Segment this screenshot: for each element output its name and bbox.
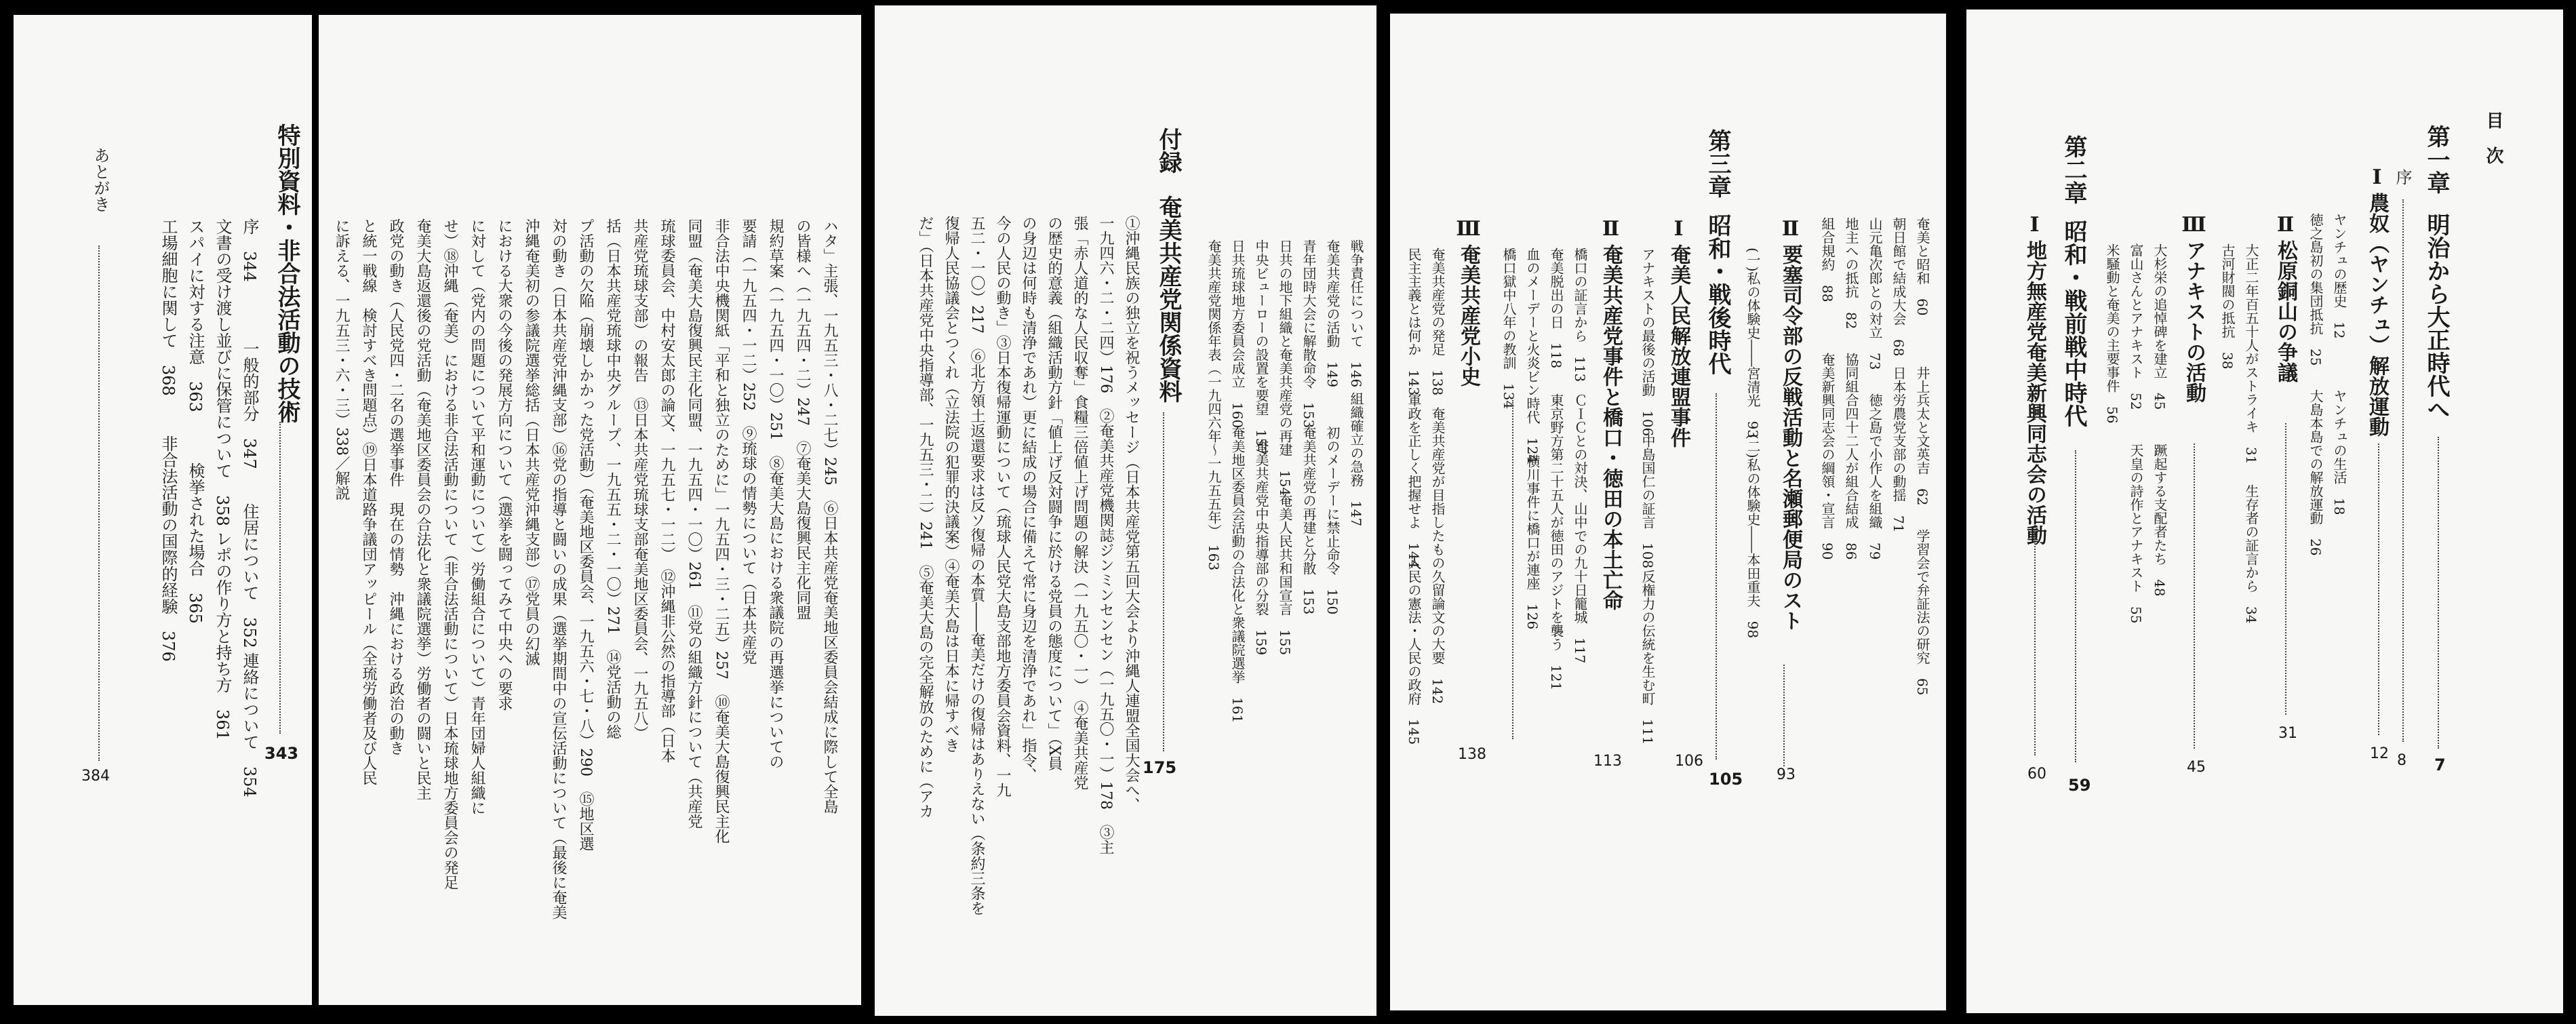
- appendix-text-col: の皆様へ（一九五四・二）247 ⑦奄美大島復興民主化同盟: [794, 218, 811, 620]
- appendix-text-col: 沖縄奄美初の参議院選挙総括（日本共産党沖縄支部）⑰党員の幻滅: [523, 218, 540, 666]
- appendix-text-col: ハタ」主張、一九五三・八・二七）245 ⑥日本共産党奄美地区委員会結成に際して全島: [821, 218, 838, 814]
- ch3-section-2-item: 奄美脱出の日 118: [1548, 248, 1564, 369]
- section-2-item: 生存者の証言から 34: [2243, 484, 2259, 624]
- appendix-text-col: 規約草案（一九五四・一〇）251 ⑧奄美大島における衆議院の再選挙についての: [767, 218, 784, 769]
- special-item: 連絡について 354: [240, 652, 259, 797]
- appendix-label: 付録: [1155, 127, 1182, 174]
- item: 組合規約 88: [1819, 217, 1836, 302]
- ch3-section-3-item: 奄美共産党の活動 149: [1324, 239, 1341, 388]
- ch3-section-3-title: 奄美共産党小史: [1457, 244, 1480, 387]
- special-item: 一般的部分 347: [240, 340, 259, 469]
- ch3-section-3-item: 奄美地区委員会活動の合法化と衆議院選挙 161: [1229, 426, 1246, 724]
- ch2-section-1-page: 60: [2027, 766, 2046, 783]
- item: 奄美新興同志会の綱領・宣言 90: [1819, 353, 1836, 560]
- appendix-text-col: 同盟（奄美大島復興民主化同盟、一九五四・一〇）261 ⑪党の組織方針について（共産党: [686, 218, 702, 829]
- section-2-num: Ⅱ: [2274, 213, 2297, 237]
- ch3-section-3-item: 奄美共産党が目指したもの久留論文の大要 142: [1429, 407, 1446, 705]
- section-2-item: (二)私の体験史――本田重夫 98: [1745, 434, 1761, 639]
- section-3-item: 米騒動と奄美の主要事件 56: [2104, 243, 2120, 424]
- chapter-2-label: 第二章: [2060, 135, 2087, 204]
- special-item: 住居について 352: [240, 503, 259, 648]
- section-2-item: 大正二年百五十人がストライキ 31: [2243, 243, 2259, 465]
- ch3-section-3-item: 組織確立の急務 147: [1348, 392, 1364, 527]
- afterword-label: あとがき: [91, 147, 110, 212]
- leader-dots: [1163, 412, 1164, 751]
- appendix-text-col: だ」（日本共産党中央指導部、一九五三・二）241 ⑤奄美大島の完全解放のために（アカ: [917, 216, 934, 819]
- special-item: 検挙された場合 365: [186, 462, 205, 624]
- ch3-section-3-item: 日共琉球地方委員会成立 160: [1229, 239, 1246, 429]
- special-item: 文書の受け渡し並びに保管について 358: [213, 218, 232, 526]
- ch3-section-2-page: 113: [1593, 753, 1622, 770]
- section-3-item: 大杉栄の追悼碑を建立 45: [2152, 243, 2168, 410]
- appendix-text-col: 奄美大島返還後の党活動（奄美地区委員会の合法化と衆議院選挙）労働者の闘いと民主: [414, 218, 431, 800]
- section-2-item: 古河財閥の抵抗 38: [2219, 243, 2236, 370]
- afterword-page: 384: [81, 768, 110, 785]
- item: 日本労農党支部の動揺 71: [1890, 366, 1907, 533]
- ch3-section-1-item: アナキストの最後の活動 106: [1640, 248, 1656, 437]
- toc-page-4: [319, 15, 861, 1005]
- appendix-text-col: 今の人民の動き」③日本復帰運動について（琉球人民党大島支部地方委員会資料、一九: [994, 216, 1011, 797]
- item: 徳之島で小作人を組織 79: [1867, 393, 1883, 560]
- section-2-title: 要塞司令部の反戦活動と名瀬郵便局のスト: [1779, 244, 1802, 631]
- section-1-page: 12: [2370, 745, 2389, 762]
- section-2-page: 31: [2278, 725, 2297, 742]
- appendix-text-col: 琉球委員会、中村安太郎の論文、一九五七・一二） ⑫沖縄非公然の指導部（日本: [658, 218, 675, 763]
- appendix-text-col: に対して（党内の問題について平和運動について）労働組合について）青年団婦人組織に: [469, 218, 486, 815]
- ch3-section-2-item: 横川事件に橋口が連座 126: [1524, 454, 1541, 630]
- item: 学習会で弁証法の研究 65: [1914, 529, 1930, 696]
- chapter-2-page: 59: [2068, 776, 2091, 795]
- section-1-title: 農奴（ヤンチュ）解放運動: [2365, 193, 2389, 437]
- appendix-page: 175: [1143, 758, 1177, 777]
- ch3-section-3-item: 青年団時大会に解散命令 153: [1301, 239, 1317, 429]
- chapter-3-page: 105: [1709, 770, 1743, 789]
- leader-dots: [279, 422, 281, 734]
- section-3-item: 蹶起する支配者たち 48: [2152, 444, 2168, 597]
- toc-page-1: [1966, 9, 2563, 1013]
- ch3-section-3-item: 奄美人民共和国宣言 155: [1277, 494, 1293, 656]
- appendix-text-col: 非合法中央機関紙「平和と独立のために」一九五四・三・二五）257 ⑩奄美大島復興民主化: [713, 218, 730, 844]
- item: 奄美と昭和 60: [1914, 217, 1930, 316]
- appendix-text-col: 要請（一九五四・一二）252 ⑨琉球の情勢について（日本共産党: [740, 218, 757, 665]
- appendix-text-col: 復帰人民協議会とつくれ（立法院の犯罪的決議案）④奄美大島は日本に帰すべき: [943, 216, 959, 753]
- section-2-num: Ⅱ: [1779, 217, 1802, 241]
- ch3-section-3-item: 民主主義とは何か 143: [1406, 248, 1422, 396]
- ch3-section-3-item: 戦争責任について 146: [1348, 239, 1364, 388]
- special-section-title: 特別資料・非合法活動の技術: [273, 123, 300, 423]
- ch3-section-3-item: 奄美共産党中央指導部の分裂 159: [1253, 439, 1269, 656]
- appendix-text-col: 括（日本共産党琉球中央グループ、一九五五・二・一〇）271 ⑭党活動の総: [604, 218, 621, 739]
- leader-dots: [1716, 393, 1717, 760]
- appendix-text-col: 対の動き（日本共産党沖縄支部）⑯党の指導と闘いの成果（選挙期間中の宣伝活動について（最後に奄美: [550, 218, 567, 920]
- section-2-title: 松原銅山の争議: [2274, 240, 2297, 382]
- ch3-section-2-item: 橋口の証言から 113: [1572, 248, 1588, 382]
- appendix-text-col: と統一戦線 検討すべき問題点）⑲日本道路争議団アッピール（全琉労働者及び人民: [360, 218, 377, 785]
- ch3-section-1-item: 反権力の伝統を生む町 111: [1640, 570, 1656, 745]
- leader-dots: [2438, 437, 2439, 749]
- appendix-text-col: ①沖縄民族の独立を祝うメッセージ（日本共産党第五回大会より沖縄人連盟全国大会へ、: [1123, 216, 1140, 812]
- section-2-item: (一)私の体験史――宮清光 93: [1745, 248, 1761, 439]
- appendix-text-col: 共産党琉球支部）の報告 ⑬日本共産党琉球支部奄美地区委員会、一九五八）: [631, 218, 648, 741]
- ch3-section-1-title: 奄美人民解放連盟事件: [1667, 244, 1690, 448]
- ch3-section-3-item: 奄美共産党の再建と分散 153: [1301, 426, 1317, 615]
- ch3-section-2-title: 奄美共産党事件と橋口・徳田の本土亡命: [1599, 244, 1623, 610]
- ch3-section-3-item: 日共の地下組織と奄美共産党の再建 154: [1277, 239, 1293, 496]
- ch2-section-1-num: Ⅰ: [2023, 213, 2046, 237]
- special-item: スパイに対する注意 363: [186, 218, 205, 412]
- ch3-section-1-item: 中島国仁の証言 108: [1640, 434, 1656, 569]
- section-3-item: 天皇の詩作とアナキスト 55: [2128, 444, 2144, 624]
- item: 山元亀次郎との対立 73: [1867, 217, 1883, 370]
- toc-page-2: [1390, 14, 1946, 1010]
- preface-label: 序: [2393, 169, 2412, 185]
- ch3-section-3-item: 人民の憲法・人民の政府 145: [1406, 556, 1422, 745]
- special-item: レポの作り方と持ち方 361: [213, 530, 232, 741]
- section-3-item: 富山さんとアナキスト 52: [2128, 243, 2144, 410]
- ch3-section-2-item: ＣＩＣとの対決、山中での九十日籠城 117: [1572, 393, 1588, 664]
- appendix-text-col: 一九四六・二・二四）176 ②奄美共産党機関誌ジンミンセンセン（一九五〇・一）178 ③主: [1097, 216, 1114, 854]
- ch3-section-3-page: 138: [1458, 746, 1486, 763]
- ch3-section-1-num: Ⅰ: [1667, 217, 1690, 241]
- ch3-section-2-item: 血のメーデーと火炎ビン時代 124: [1524, 248, 1541, 464]
- special-item: 工場細胞に関して 368: [159, 218, 178, 396]
- special-item: 序 344: [240, 218, 259, 282]
- chapter-3-label: 第三章: [1704, 129, 1731, 198]
- section-1-num: Ⅰ: [2365, 165, 2389, 189]
- section-3-num: Ⅲ: [2182, 213, 2206, 237]
- item: 井上兵太と文英吉 62: [1914, 366, 1930, 506]
- chapter-1-title: 明治から大正時代へ: [2423, 213, 2450, 420]
- ch3-section-1-page: 106: [1675, 753, 1703, 770]
- ch3-section-3-num: Ⅲ: [1457, 217, 1480, 241]
- leader-dots: [1512, 400, 1513, 739]
- leader-dots: [2075, 450, 2076, 762]
- ch3-section-2-item: 東京野方第二十五人が徳田のアジトを襲う 121: [1548, 393, 1564, 691]
- ch2-section-1-title: 地方無産党奄美新興同志会の活動: [2023, 240, 2046, 545]
- leader-dots: [2034, 525, 2036, 755]
- section-2-page: 93: [1777, 766, 1796, 783]
- appendix-text-col: プ活動の欠陥（崩壊しかかった党活動）（奄美地区委員会、一九五六・七・八）290 ⑮地区選: [577, 218, 594, 851]
- appendix-text-col: の身辺は何時も清浄であれ）更に結成の場合に備えて常に身辺を清浄であれ」指令、: [1020, 216, 1037, 783]
- leader-dots: [98, 245, 100, 761]
- appendix-text-col: 五二・一〇）217 ⑥北方領土返還要求は反ソ復帰の本質――奄美だけの復帰はありえない（条約三条を: [968, 216, 985, 915]
- ch3-section-3-item: 軍政を正しく把握せよ 144: [1406, 393, 1422, 569]
- toc-page-5: [14, 15, 312, 1005]
- appendix-text-col: 政党の動き（人民党四・二名の選挙事件 現在の情勢 沖縄における政治の動き: [387, 218, 404, 755]
- ch3-section-3-item: 奄美共産党関係年表（一九四六年～一九五五年） 163: [1206, 239, 1222, 571]
- item: 地主への抵抗 82: [1843, 217, 1859, 330]
- section-3-page: 45: [2187, 759, 2206, 776]
- special-item: 非合法活動の国際的経験 376: [159, 435, 178, 662]
- toc-page-3: [875, 5, 1376, 1016]
- leader-dots: [1783, 665, 1785, 766]
- section-1-item: 徳之島初の集団抵抗 25: [2307, 213, 2324, 366]
- preface-page: 8: [2397, 752, 2406, 769]
- chapter-1-page: 7: [2434, 755, 2446, 774]
- leader-dots: [2285, 423, 2286, 715]
- appendix-text-col: せ）⑱沖縄（奄美）における非合法活動について（非合法活動について）日本琉球地方委員会の発足: [441, 218, 458, 890]
- section-1-item: ヤンチュの生活 18: [2331, 389, 2347, 515]
- item: 協同組合四十二人が組合結成 86: [1843, 353, 1859, 560]
- ch3-section-3-item: 中央ビューローの設置を要望 157: [1253, 239, 1269, 456]
- ch3-section-3-item: 初のメーデーに禁止命令 150: [1324, 426, 1341, 615]
- item: 朝日館で結成大会 68: [1890, 217, 1907, 357]
- ch3-section-2-item: 橋口獄中八年の教訓 134: [1501, 248, 1517, 410]
- appendix-text-col: の歴史的意義（組織活動方針「値上げ反対闘争に於ける党員の態度について」（X員: [1046, 216, 1063, 771]
- section-1-item: ヤンチュの歴史 12: [2331, 213, 2347, 339]
- leader-dots: [2402, 199, 2404, 742]
- special-section-page: 343: [264, 744, 299, 763]
- chapter-1-label: 第一章: [2423, 125, 2450, 194]
- ch3-section-2-num: Ⅱ: [1599, 217, 1623, 241]
- appendix-text-col: 張「赤人道的な人民収奪」食糧三倍値上げ問題の解決（一九五〇・一） ④奄美共産党: [1071, 216, 1088, 790]
- chapter-2-title: 昭和・戦前戦中時代: [2060, 220, 2087, 427]
- leader-dots: [2194, 444, 2195, 749]
- chapter-3-title: 昭和・戦後時代: [1704, 214, 1731, 375]
- appendix-text-col: における大衆の今後の発展方向について（選挙を闘ってみて中央への要求: [496, 218, 513, 711]
- appendix-title: 奄美共産党関係資料: [1155, 195, 1182, 403]
- toc-header: 目 次: [2483, 111, 2503, 164]
- ch3-section-3-item: 奄美共産党の発足 138: [1429, 248, 1446, 396]
- section-1-item: 大島本島での解放運動 26: [2307, 389, 2324, 556]
- section-3-title: アナキストの活動: [2182, 240, 2206, 403]
- appendix-text-col: に訴える、一九五三・六・三）338／解説: [333, 218, 350, 500]
- leader-dots: [2378, 444, 2379, 735]
